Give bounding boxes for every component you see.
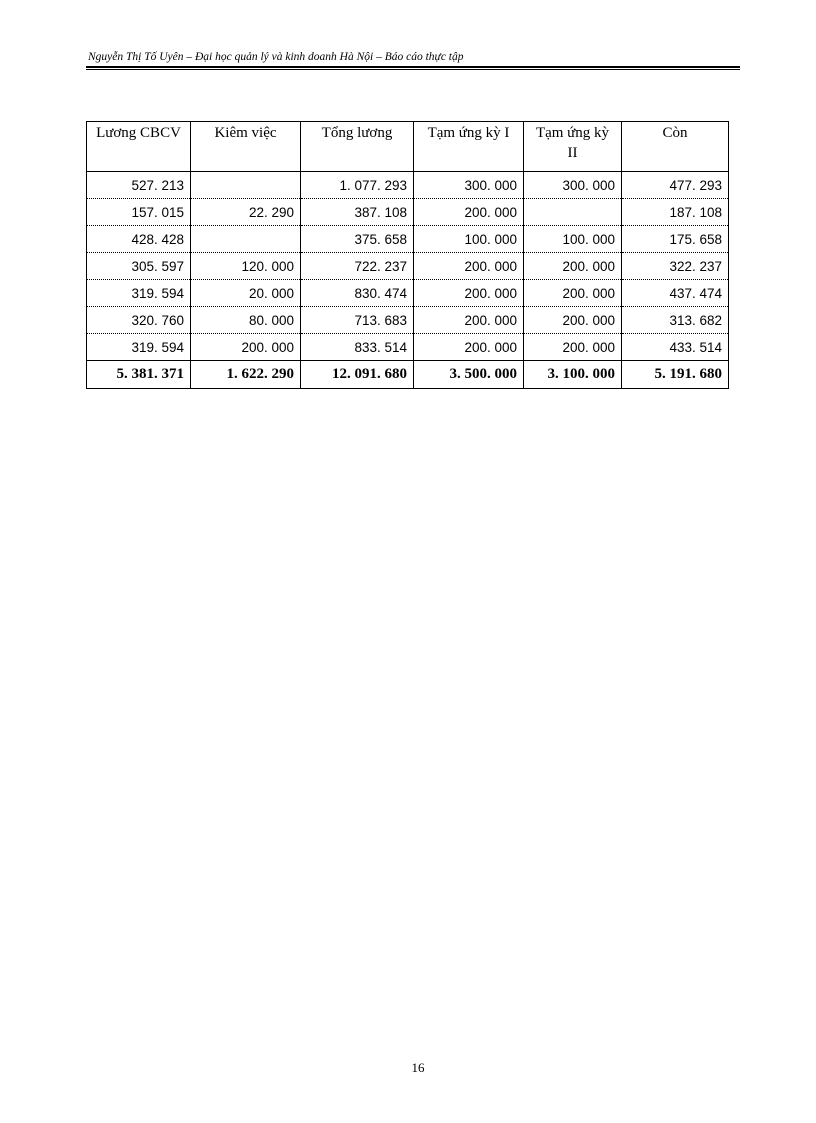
- table-cell: 200. 000: [524, 280, 622, 307]
- table-cell: 200. 000: [414, 307, 524, 334]
- table-cell: 830. 474: [301, 280, 414, 307]
- table-cell: 305. 597: [87, 253, 191, 280]
- total-cell: 1. 622. 290: [191, 361, 301, 389]
- page-number: 16: [411, 1060, 425, 1075]
- column-header: Còn: [622, 122, 729, 172]
- totals-row: [87, 361, 729, 389]
- column-header: Kiêm việc: [191, 122, 301, 172]
- table-cell: 100. 000: [414, 226, 524, 253]
- table-cell: [191, 226, 301, 253]
- table-cell: 20. 000: [191, 280, 301, 307]
- table-cell: 300. 000: [414, 172, 524, 199]
- table-row: [87, 307, 729, 334]
- table-cell: 1. 077. 293: [301, 172, 414, 199]
- header-rule-thick: [86, 66, 740, 68]
- table-cell: 313. 682: [622, 307, 729, 334]
- table-cell: 527. 213: [87, 172, 191, 199]
- table-row: [87, 253, 729, 280]
- table-cell: 120. 000: [191, 253, 301, 280]
- table-cell: 175. 658: [622, 226, 729, 253]
- table-cell: 833. 514: [301, 334, 414, 361]
- table-cell: 477. 293: [622, 172, 729, 199]
- table-cell: 22. 290: [191, 199, 301, 226]
- table-cell: [524, 199, 622, 226]
- table-cell: 200. 000: [191, 334, 301, 361]
- table-row: [87, 334, 729, 361]
- table-cell: [191, 172, 301, 199]
- table-cell: 319. 594: [87, 280, 191, 307]
- header-rule-thin: [86, 69, 740, 70]
- table-cell: 200. 000: [414, 199, 524, 226]
- total-cell: 3. 100. 000: [524, 361, 622, 389]
- table-cell: 433. 514: [622, 334, 729, 361]
- column-header: Lương CBCV: [87, 122, 191, 172]
- table-cell: 200. 000: [414, 253, 524, 280]
- table-cell: 713. 683: [301, 307, 414, 334]
- table-cell: 387. 108: [301, 199, 414, 226]
- table-cell: 100. 000: [524, 226, 622, 253]
- table-row: [87, 280, 729, 307]
- table-cell: 200. 000: [524, 334, 622, 361]
- table-cell: 428. 428: [87, 226, 191, 253]
- table-cell: 322. 237: [622, 253, 729, 280]
- table-cell: 200. 000: [414, 280, 524, 307]
- column-header: Tạm ứng kỳ II: [524, 122, 622, 172]
- total-cell: 12. 091. 680: [301, 361, 414, 389]
- table-cell: 200. 000: [524, 307, 622, 334]
- total-cell: 3. 500. 000: [414, 361, 524, 389]
- table-cell: 375. 658: [301, 226, 414, 253]
- total-cell: 5. 191. 680: [622, 361, 729, 389]
- table-cell: 80. 000: [191, 307, 301, 334]
- table-cell: 200. 000: [414, 334, 524, 361]
- table-row: [87, 199, 729, 226]
- table-cell: 157. 015: [87, 199, 191, 226]
- column-header: Tạm ứng kỳ I: [414, 122, 524, 172]
- table-cell: 320. 760: [87, 307, 191, 334]
- total-cell: 5. 381. 371: [87, 361, 191, 389]
- salary-table: [86, 121, 729, 389]
- table-row: [87, 172, 729, 199]
- table-cell: 187. 108: [622, 199, 729, 226]
- table-cell: 319. 594: [87, 334, 191, 361]
- table-cell: 722. 237: [301, 253, 414, 280]
- table-cell: 437. 474: [622, 280, 729, 307]
- running-header: Nguyễn Thị Tố Uyên – Đại học quản lý và kinh doanh Hà Nội – Báo cáo thực tập: [88, 51, 464, 63]
- table-cell: 300. 000: [524, 172, 622, 199]
- column-header: Tổng lương: [301, 122, 414, 172]
- table-row: [87, 226, 729, 253]
- table-header-row: [87, 122, 729, 172]
- table-cell: 200. 000: [524, 253, 622, 280]
